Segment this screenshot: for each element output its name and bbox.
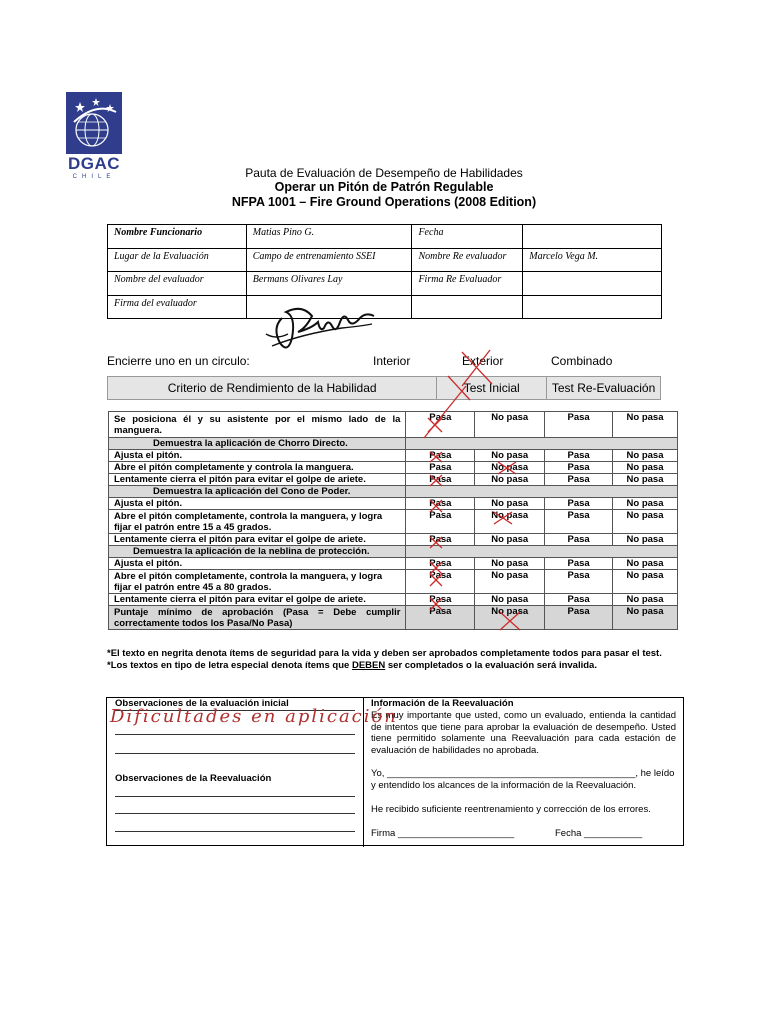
footnote-2-part-c: ser completados o la evaluación será invalida.: [385, 659, 597, 671]
no-pasa-cell: No pasa: [613, 412, 678, 438]
no-pasa-cell: No pasa: [613, 558, 678, 570]
pasa-cell: Pasa: [406, 594, 475, 606]
section-label: Demuestra la aplicación de la neblina de protección.: [109, 546, 406, 558]
row-criterion: Abre el pitón completamente y controla la manguera.: [109, 462, 406, 474]
row-criterion: Abre el pitón completamente, controla la manguera, y logra fijar el patrón entre 45 a 80 grados.: [109, 570, 406, 594]
obs-line: [115, 831, 355, 832]
no-pasa-cell: No pasa: [475, 606, 545, 630]
no-pasa-cell: No pasa: [613, 570, 678, 594]
pasa-cell: Pasa: [406, 510, 475, 534]
pasa-cell: Pasa: [406, 412, 475, 438]
row-criterion: Ajusta el pitón.: [109, 558, 406, 570]
header-line-1: Pauta de Evaluación de Desempeño de Habilidades: [245, 166, 523, 180]
row-criterion: Lentamente cierra el pitón para evitar el golpe de ariete.: [109, 594, 406, 606]
pasa-cell: Pasa: [545, 594, 613, 606]
fecha-label: Fecha: [412, 225, 523, 249]
no-pasa-cell: No pasa: [613, 594, 678, 606]
row-criterion: Lentamente cierra el pitón para evitar el golpe de ariete.: [109, 474, 406, 486]
footnote-1: *El texto en negrita denota ítems de seguridad para la vida y deben ser aprobados completamente todos para pasar el test.: [107, 648, 662, 659]
declaration-text: Yo, _______________________________________________, he leído y entendido los alcances de la información de la Reevaluación.: [371, 768, 675, 791]
row-criterion: Se posiciona él y su asistente por el mismo lado de la manguera.: [109, 412, 406, 438]
logo-subtext: CHILE: [72, 174, 116, 180]
firma-re-evaluador-label: Firma Re Evaluador: [412, 272, 523, 296]
no-pasa-cell: No pasa: [613, 474, 678, 486]
circle-prompt: Encierre uno en un circulo:: [107, 354, 250, 368]
pasa-cell: Pasa: [406, 606, 475, 630]
pasa-cell: Pasa: [545, 450, 613, 462]
pasa-cell: Pasa: [545, 412, 613, 438]
row-criterion: Lentamente cierra el pitón para evitar el golpe de ariete.: [109, 534, 406, 546]
obs-line: [115, 796, 355, 797]
no-pasa-cell: No pasa: [613, 510, 678, 534]
info-reevaluacion-title: Información de la Reevaluación: [371, 698, 514, 709]
row-criterion: Ajusta el pitón.: [109, 450, 406, 462]
retraining-text: He recibido suficiente reentrenamiento y corrección de los errores.: [371, 804, 651, 815]
no-pasa-cell: No pasa: [475, 498, 545, 510]
pasa-cell: Pasa: [545, 570, 613, 594]
pasa-cell: Pasa: [545, 510, 613, 534]
section-label: Demuestra la aplicación de Chorro Directo.: [109, 438, 406, 450]
pasa-cell: Pasa: [406, 462, 475, 474]
pasa-cell: Pasa: [406, 498, 475, 510]
pasa-cell: Pasa: [406, 450, 475, 462]
pasa-cell: Pasa: [545, 534, 613, 546]
option-combinado: Combinado: [551, 354, 613, 368]
pasa-cell: Pasa: [406, 474, 475, 486]
no-pasa-cell: No pasa: [475, 462, 545, 474]
no-pasa-cell: No pasa: [475, 534, 545, 546]
no-pasa-cell: No pasa: [475, 474, 545, 486]
info-reevaluacion-text: Es muy importante que usted, como un evaluado, entienda la cantidad de intentos que tiene para aprobar la evaluación de desempeño. Usted tiene permitido solamente una Reevaluación para cada estación de evaluación de habilidades no aprobada.: [371, 710, 676, 756]
footnote-2: [107, 660, 667, 672]
no-pasa-cell: No pasa: [475, 570, 545, 594]
row-criterion: Ajusta el pitón.: [109, 498, 406, 510]
nombre-funcionario-label: Nombre Funcionario: [108, 225, 247, 249]
no-pasa-cell: No pasa: [613, 534, 678, 546]
pasa-cell: Pasa: [406, 558, 475, 570]
option-exterior: Exterior: [462, 354, 504, 368]
row-criterion: Puntaje mínimo de aprobación (Pasa = Debe cumplir correctamente todos los Pasa/No Pasa): [109, 606, 406, 630]
no-pasa-cell: No pasa: [475, 450, 545, 462]
fecha-field: Fecha ___________: [555, 828, 643, 839]
firma-evaluador-label: Firma del evaluador: [108, 295, 247, 319]
nombre-funcionario-value: Matias Pino G.: [246, 225, 412, 249]
obs-line: [115, 813, 355, 814]
obs-line: [115, 734, 355, 735]
pasa-cell: Pasa: [406, 534, 475, 546]
criteria-col-3: Test Re-Evaluación: [547, 377, 661, 400]
pasa-cell: Pasa: [406, 570, 475, 594]
pasa-cell: Pasa: [545, 498, 613, 510]
no-pasa-cell: No pasa: [613, 462, 678, 474]
pasa-cell: Pasa: [545, 606, 613, 630]
no-pasa-cell: No pasa: [613, 606, 678, 630]
no-pasa-cell: No pasa: [475, 558, 545, 570]
firma-field: Firma ______________________: [371, 828, 515, 839]
footnote-2-emphasis: DEBEN: [351, 659, 386, 671]
pasa-cell: Pasa: [545, 558, 613, 570]
header-line-3: NFPA 1001 – Fire Ground Operations (2008 Edition): [231, 195, 537, 209]
option-interior: Interior: [373, 354, 411, 368]
footnote-2-part-a: *Los textos en tipo de letra especial denota ítems que: [107, 659, 352, 671]
nombre-re-evaluador-label: Nombre Re evaluador: [412, 248, 523, 272]
criteria-col-1: Criterio de Rendimiento de la Habilidad: [108, 377, 437, 400]
lugar-value: Campo de entrenamiento SSEI: [246, 248, 412, 272]
no-pasa-cell: No pasa: [475, 412, 545, 438]
nombre-re-evaluador-value: Marcelo Vega M.: [523, 248, 662, 272]
footnotes: [107, 648, 667, 671]
evaluador-label: Nombre del evaluador: [108, 272, 247, 296]
obs-inicial-label: Observaciones de la evaluación inicial: [115, 698, 289, 709]
no-pasa-cell: No pasa: [475, 510, 545, 534]
handwritten-observation: Dificultades en aplicación: [110, 706, 398, 727]
header-line-2: Operar un Pitón de Patrón Regulable: [274, 180, 494, 194]
pasa-cell: Pasa: [545, 474, 613, 486]
criteria-col-2: Test Inicial: [437, 377, 547, 400]
no-pasa-cell: No pasa: [475, 594, 545, 606]
pasa-cell: Pasa: [545, 462, 613, 474]
obs-line: [115, 753, 355, 754]
row-criterion: Abre el pitón completamente, controla la manguera, y logra fijar el patrón entre 15 a 45 grados.: [109, 510, 406, 534]
no-pasa-cell: No pasa: [613, 498, 678, 510]
logo-text: DGAC: [67, 154, 121, 173]
evaluador-value: Bermans Olivares Lay: [246, 272, 412, 296]
section-label: Demuestra la aplicación del Cono de Poder.: [109, 486, 406, 498]
lugar-label: Lugar de la Evaluación: [108, 248, 247, 272]
no-pasa-cell: No pasa: [613, 450, 678, 462]
obs-re-label: Observaciones de la Reevaluación: [115, 773, 272, 784]
